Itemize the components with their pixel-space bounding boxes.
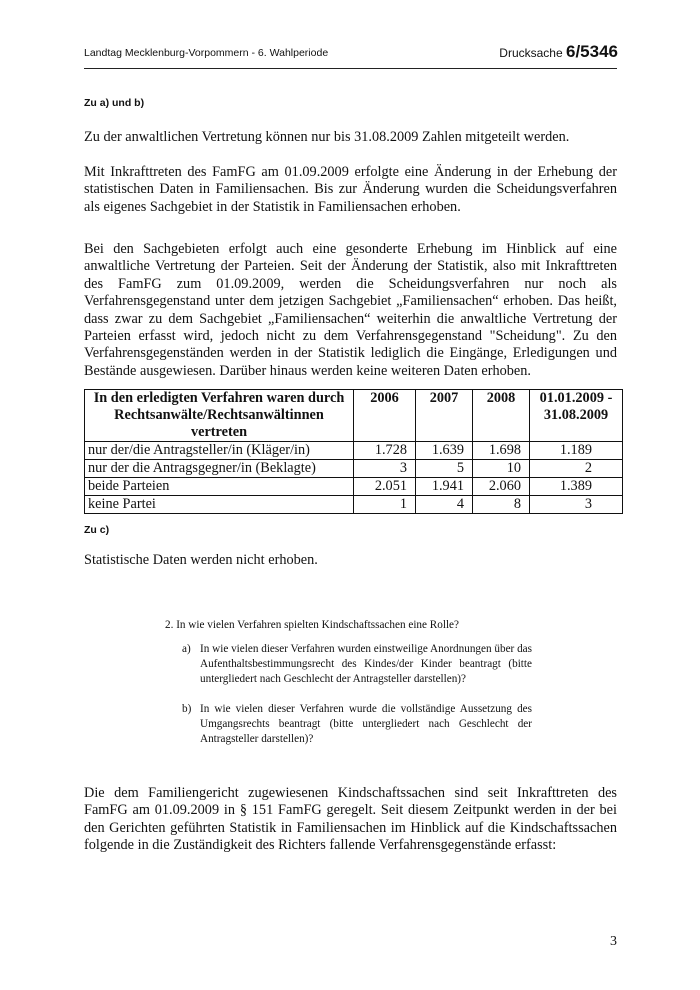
drucksache-label: Drucksache (499, 46, 563, 60)
cell-value: 2.060 (473, 478, 530, 496)
cell-value: 1.389 (530, 478, 623, 496)
question-2b (182, 702, 532, 747)
question-2b-label: b) (182, 703, 192, 715)
cell-value: 1.189 (530, 442, 623, 460)
question-2a-label: a) (182, 643, 191, 655)
cell-value: 8 (473, 496, 530, 514)
cell-value: 1 (354, 496, 416, 514)
header-drucksache (499, 42, 618, 62)
heading-zu-a-b: Zu a) und b) (84, 97, 145, 109)
cell-value: 3 (530, 496, 623, 514)
paragraph-famfg-change: Mit Inkrafttreten des FamFG am 01.09.2009 erfolgte eine Änderung in der Erhebung der statistischen Daten in Familiensachen. Bis zur Änderung wurden die Scheidungsverfahren als eigenes Sachgebiet in der Statistik in Familiensachen erhoben. (84, 164, 617, 215)
cell-value: 10 (473, 460, 530, 478)
cell-value: 4 (416, 496, 473, 514)
cell-value: 1.698 (473, 442, 530, 460)
table-header-row (85, 390, 623, 442)
table-row (85, 460, 623, 478)
table-header-description: In den erledigten Verfahren waren durch Rechtsanwälte/Rechtsanwältinnen vertreten (85, 390, 354, 442)
cell-value: 1.728 (354, 442, 416, 460)
cell-value: 2.051 (354, 478, 416, 496)
table-header-year: 2006 (354, 390, 416, 442)
table-row (85, 478, 623, 496)
question-2b-text: In wie vielen dieser Verfahren wurde die vollständige Aussetzung des Umgangsrechts beantragt (bitte untergliedert nach Geschlecht der Antragsteller darstellen)? (200, 703, 532, 745)
paragraph-sachgebiete: Bei den Sachgebieten erfolgt auch eine gesonderte Erhebung im Hinblick auf eine anwaltliche Vertretung der Parteien. Seit der Änderung der Statistik, also mit Inkrafttreten des FamFG zum 01.09.2009, werden die Scheidungsverfahren nur noch als Verfahrensgegenstand unter dem jetzigen Sachgebiet „Familiensachen“ erhoben. Das heißt, dass zwar zu dem Sachgebiet „Familiensachen“ weiterhin die anwaltliche Vertretung der Parteien erfasst wird, jedoch nicht zu dem Verfahrensgegenstand "Scheidung". Zu den Verfahrensgegenständen werden in der Statistik lediglich die Eingänge, Erledigungen und Bestände ausgewiesen. Darüber hinaus werden keine weiteren Daten erhoben. (84, 241, 617, 379)
row-label: nur der/die Antragsteller/in (Kläger/in) (85, 442, 354, 460)
representation-table (84, 389, 623, 514)
cell-value: 1.639 (416, 442, 473, 460)
row-label: beide Parteien (85, 478, 354, 496)
cell-value: 3 (354, 460, 416, 478)
table-header-year: 2008 (473, 390, 530, 442)
table-row (85, 442, 623, 460)
question-2a (182, 642, 532, 687)
header-parliament: Landtag Mecklenburg-Vorpommern - 6. Wahlperiode (84, 47, 329, 59)
cell-value: 5 (416, 460, 473, 478)
row-label: nur der die Antragsgegner/in (Beklagte) (85, 460, 354, 478)
cell-value: 2 (530, 460, 623, 478)
drucksache-number: 6/5346 (566, 42, 618, 61)
table-row (85, 496, 623, 514)
heading-zu-c: Zu c) (84, 524, 110, 536)
question-2a-text: In wie vielen dieser Verfahren wurden einstweilige Anordnungen über das Aufenthaltsbestimmungsrecht des Kindes/der Kinder beantragt (bitte untergliedert nach Geschlecht der Antragsteller darstellen)? (200, 643, 532, 685)
table-header-year: 2007 (416, 390, 473, 442)
paragraph-kindschaftssachen: Die dem Familiengericht zugewiesenen Kindschaftssachen sind seit Inkrafttreten des FamFG am 01.09.2009 in § 151 FamFG geregelt. Seit diesem Zeitpunkt werden in der bei den Gerichten geführten Statistik in Familiensachen im Hinblick auf die Kindschaftssachen folgende in die Zuständigkeit des Richters fallende Verfahrensgegenstände erfasst: (84, 785, 617, 854)
paragraph-vertretung: Zu der anwaltlichen Vertretung können nur bis 31.08.2009 Zahlen mitgeteilt werden. (84, 129, 570, 145)
cell-value: 1.941 (416, 478, 473, 496)
page-number: 3 (610, 934, 617, 949)
row-label: keine Partei (85, 496, 354, 514)
question-2: 2. In wie vielen Verfahren spielten Kindschaftssachen eine Rolle? (165, 619, 459, 631)
header-divider (84, 68, 617, 69)
paragraph-no-data: Statistische Daten werden nicht erhoben. (84, 552, 318, 568)
table-header-period: 01.01.2009 - 31.08.2009 (530, 390, 623, 442)
